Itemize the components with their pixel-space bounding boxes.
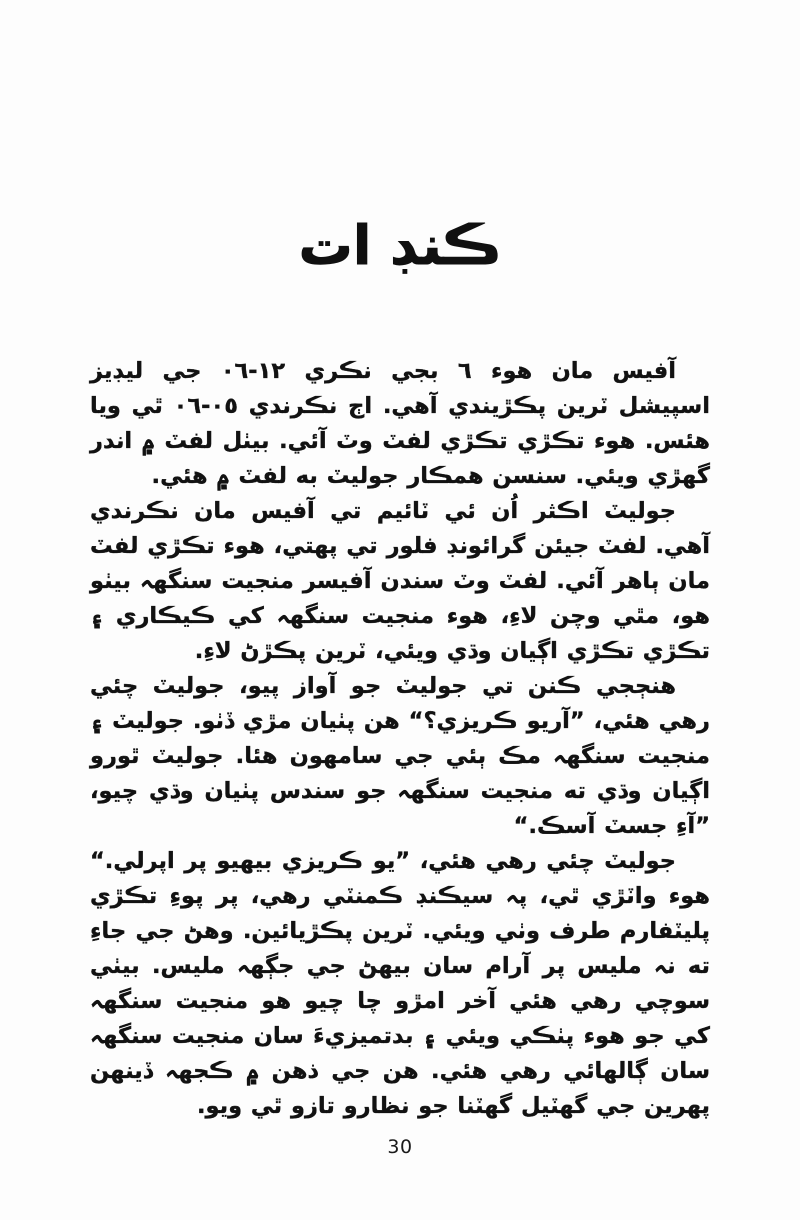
- chapter-title: ڪنڊ ات: [298, 214, 502, 278]
- paragraph-4: جوليٽ چئي رهي هئي، ”يو ڪريزي بيهيو پر اپرلي.“ هوء واٽڙي ٿي، پہ سيڪنڊ ڪمنٽي رهي، پر پوءِ تڪڙي پليٽفارم طرف وٺي ويئي. ٽرين پڪڙيائين. وهڻ جي جاءِ ته نہ مليس پر آرام سان بيهڻ جي جڳهہ مليس. بيٺي سوچي رهي هئي آخر امڙو چا چيو هو منجيت سنگهہ کي جو هوء پٺڪي ويئي ۽ بدتميزيءَ سان منجيت سنگهہ سان ڳالهائي رهي هئي. هن جي ذهن ۾ ڪجهہ ڏينهن پهرين جي گهٽيل گهٽنا جو نظارو تازو ٿي ويو.: [90, 847, 710, 1119]
- body-text-column: [90, 354, 710, 1124]
- chapter-heading: [0, 176, 800, 316]
- page-footer: [0, 1136, 800, 1158]
- paragraph-3: هنڄجي ڪنن تي جوليٽ جو آواز پيو، جوليٽ چئي رهي هئي، ”آريو ڪريزي؟“ هن پٺيان مڙي ڏٺو. جوليٽ ۽ منجيت سنگهہ مڪ ٻئي جي سامهون هئا. جوليٽ ٿورو اڳيان وڌي ته منجيت سنگهہ جو سندس پٺيان وڌي چيو، ”آءِ جسٽ آسڪ.“: [90, 672, 710, 839]
- page-number: 30: [387, 1136, 413, 1158]
- paragraph-2: جوليٽ اڪثر اُن ئي ٽائيم تي آفيس مان نڪرندي آهي. لفٽ جيئن گرائونڊ فلور تي پهتي، هوء تڪڙي لفٽ مان ٻاهر آئي. لفٽ وٽ سندن آفيسر منجيت سنگهہ بيٺو هو، مٿي وچن لاءِ، هوء منجيت سنگهہ کي ڪيڪاري ۽ تڪڙي تڪڙي اڳيان وڌي ويئي، ٽرين پڪڙڻ لاءِ.: [90, 497, 710, 664]
- paragraph-1: آفيس مان هوء ٦ بجي نڪري ١٢-٠٦ جي ليڊيز اسپيشل ٽرين پڪڙيندي آهي. اڄ نڪرندي ٠٥-٠٦ ٿي ويا هئس. هوء تڪڙي تڪڙي لفٽ وٽ آئي. بيٺل لفٽ ۾ اندر گهڙي ويئي. سنسن همڪار جوليٽ به لفٽ ۾ هئي.: [90, 357, 710, 489]
